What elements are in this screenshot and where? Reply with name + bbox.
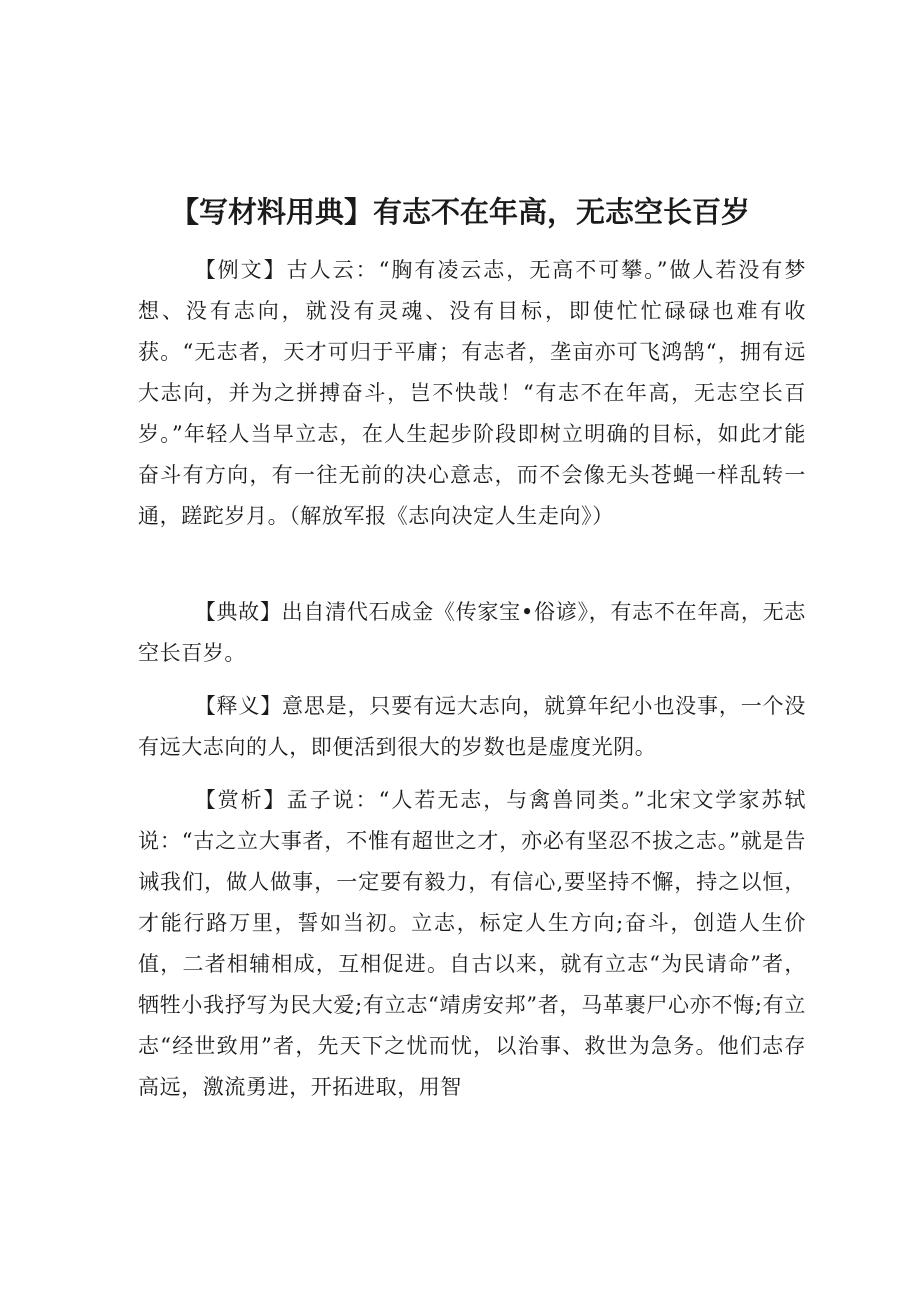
paragraph-analysis: 【赏析】孟子说：“人若无志，与禽兽同类。”北宋文学家苏轼说：“古之立大事者，不惟有超世之才，亦必有坚忍不拔之志。”就是告诫我们，做人做事，一定要有毅力，有信心,要坚持不懈，持之以恒，才能行路万里，誓如当初。立志，标定人生方向;奋斗，创造人生价值，二者相辅相成，互相促进。自古以来，就有立志“为民请命”者，牺牲小我抒写为民大爱;有立志“靖虏安邦”者，马革裹尸心亦不悔;有立志“经世致用”者，先天下之忧而忧，以治事、救世为急务。他们志存高远，激流勇进，开拓进取，用智 bbox=[138, 788, 806, 1099]
paragraph-example: 【例文】古人云：“胸有凌云志，无高不可攀。”做人若没有梦想、没有志向，就没有灵魂、没有目标，即使忙忙碌碌也难有收获。“无志者，天才可归于平庸；有志者，垄亩亦可飞鸿鹄“，拥有远大志向，并为之拼搏奋斗，岂不快哉！“有志不在年高，无志空长百岁。”年轻人当早立志，在人生起步阶段即树立明确的目标，如此才能奋斗有方向，有一往无前的决心意志，而不会像无头苍蝇一样乱转一通，蹉跎岁月。（解放军报《志向决定人生走向》） bbox=[138, 258, 806, 528]
paragraph-source: 【典故】出自清代石成金《传家宝•俗谚》，有志不在年高，无志空长百岁。 bbox=[138, 600, 806, 665]
document-title: 【写材料用典】有志不在年高，无志空长百岁 bbox=[169, 195, 750, 229]
paragraph-meaning: 【释义】意思是，只要有远大志向，就算年纪小也没事，一个没有远大志向的人，即便活到很大的岁数也是虚度光阴。 bbox=[138, 694, 806, 759]
